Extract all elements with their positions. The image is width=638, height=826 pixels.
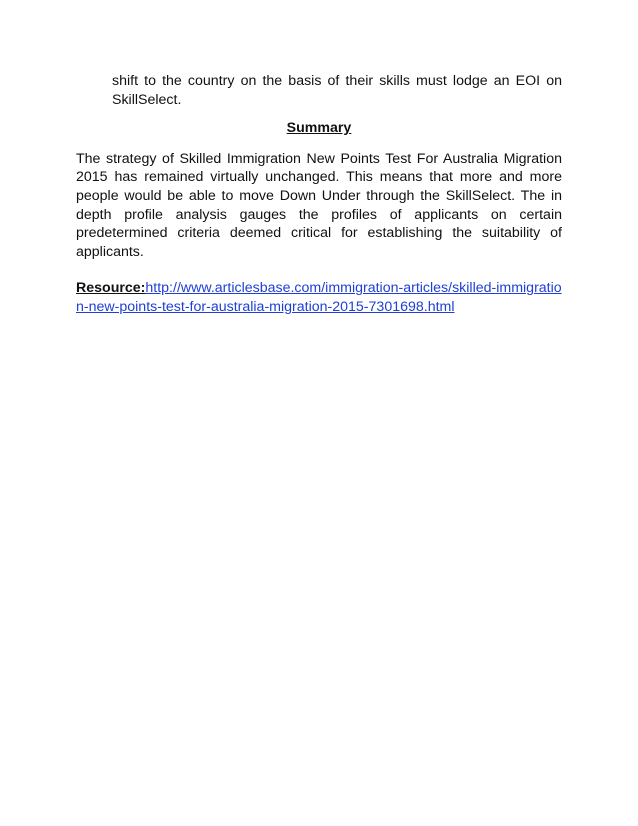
resource-line bbox=[76, 279, 562, 316]
document-content bbox=[76, 72, 562, 317]
summary-heading: Summary bbox=[286, 120, 352, 137]
resource-link[interactable]: http://www.articlesbase.com/immigration-articles/skilled-immigration-new-points-test-for-australia-migration-2015-7301698.html bbox=[76, 280, 562, 315]
summary-paragraph: The strategy of Skilled Immigration New Points Test For Australia Migration 2015 has remained virtually unchanged. This means that more and more people would be able to move Down Under through the SkillSelect. The in depth profile analysis gauges the profiles of applicants on certain predetermined criteria deemed critical for establishing the suitability of applicants. bbox=[76, 150, 562, 260]
resource-label: Resource: bbox=[76, 280, 146, 297]
continued-paragraph: shift to the country on the basis of their skills must lodge an EOI on SkillSelect. bbox=[112, 73, 562, 108]
